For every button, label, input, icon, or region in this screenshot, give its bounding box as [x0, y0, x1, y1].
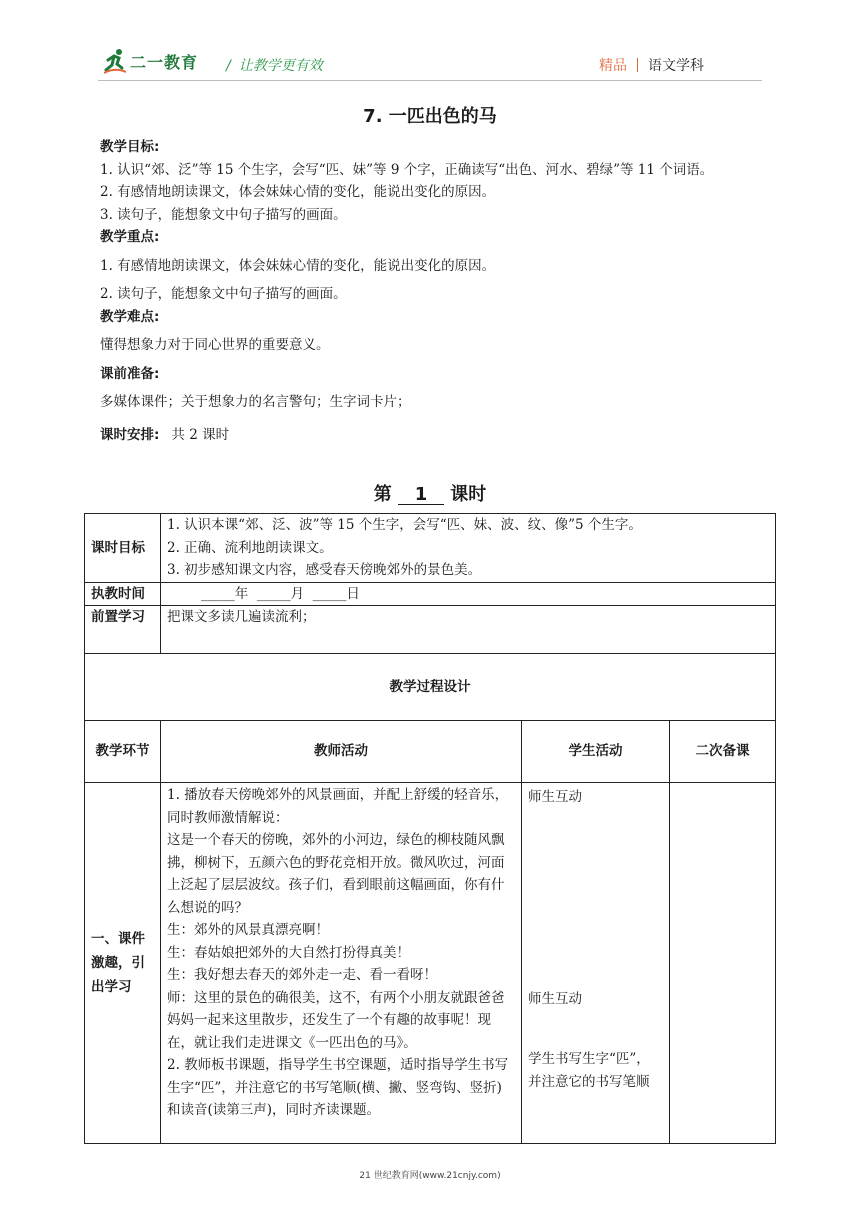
goal-item: 1. 认识本课“郊、泛、波”等 15 个生字，会写“匹、妹、波、纹、像”5 个生字。 — [167, 517, 642, 533]
subject-label: 语文学科 — [648, 58, 704, 74]
runner-icon — [104, 48, 126, 74]
schedule-label: 课时安排: — [100, 426, 160, 443]
goal-item: 1. 认识“郊、泛”等 15 个生字，会写“匹、妹”等 9 个字，正确读写“出色、河水、碧绿”等 11 个词语。 — [100, 161, 714, 178]
slogan — [226, 55, 323, 75]
col-teacher: 教师活动 — [161, 721, 522, 783]
table-row — [85, 514, 776, 583]
col-student: 学生活动 — [522, 721, 670, 783]
col-second: 二次备课 — [670, 721, 776, 783]
goal-item: 3. 初步感知课文内容，感受春天傍晚郊外的景色美。 — [167, 562, 482, 578]
student-activity — [522, 783, 670, 1144]
teacher-line: 师：这里的景色的确很美，这不，有两个小朋友就跟爸爸妈妈一起来这里散步，还发生了一个有趣的故事呢！现在，就让我们走进课文《一匹出色的马》。 — [167, 989, 505, 1051]
period-suffix: 课时 — [450, 484, 487, 505]
prep-text: 多媒体课件；关于想象力的名言警句；生字词卡片； — [100, 394, 411, 410]
slogan-slash: / — [226, 58, 231, 74]
table-row — [85, 783, 776, 1144]
teacher-line: 生：春姑娘把郊外的大自然打扮得真美！ — [167, 944, 410, 961]
student-item: 师生互动 — [528, 789, 582, 805]
goal-label: 课时目标 — [85, 514, 161, 583]
schedule-value: 共 2 课时 — [171, 426, 230, 443]
pre-label: 前置学习 — [85, 606, 161, 654]
teacher-line: 2. 教师板书课题，指导学生书空课题，适时指导学生书写生字“匹”，并注意它的书写笔顺(横、撇、竖弯钩、竖折)和读音(读第三声)，同时齐读课题。 — [167, 1057, 509, 1118]
teacher-line: 生：我好想去春天的郊外走一走、看一看呀！ — [167, 967, 437, 983]
teacher-line: 这是一个春天的傍晚，郊外的小河边，绿色的柳枝随风飘拂，柳树下，五颜六色的野花竞相开放。微风吹过，河面上泛起了层层波纹。孩子们，看到眼前这幅画面，你有什么想说的吗？ — [167, 832, 505, 916]
table-row — [85, 582, 776, 606]
prep-heading: 课前准备: — [100, 365, 160, 382]
teacher-line: 1. 播放春天傍晚郊外的风景画面，并配上舒缓的轻音乐，同时教师激情解说： — [167, 787, 509, 826]
key-item: 1. 有感情地朗读课文，体会妹妹心情的变化，能说出变化的原因。 — [100, 257, 496, 274]
table-row — [85, 606, 776, 654]
period-number: 1 — [398, 486, 444, 505]
goal-item: 2. 有感情地朗读课文，体会妹妹心情的变化，能说出变化的原因。 — [100, 184, 496, 200]
lesson-overview — [100, 136, 766, 446]
header-right — [599, 55, 704, 75]
logo-text: 二一教育 — [130, 52, 199, 72]
difficulty-text: 懂得想象力对于同心世界的重要意义。 — [100, 337, 330, 353]
header-divider — [637, 58, 638, 72]
time-label: 执教时间 — [85, 582, 161, 606]
key-heading: 教学重点: — [100, 229, 160, 245]
key-item: 2. 读句子，能想象文中句子描写的画面。 — [100, 286, 347, 302]
table-row — [85, 654, 776, 721]
header-rule — [98, 80, 762, 81]
goal-cell — [161, 514, 776, 583]
period-heading — [0, 480, 860, 506]
stage-label: 一、课件激趣，引出学习 — [85, 783, 161, 1144]
footer: 21 世纪教育网(www.21cnjy.com) — [359, 1171, 501, 1181]
col-stage: 教学环节 — [85, 721, 161, 783]
teacher-line: 生：郊外的风景真漂亮啊！ — [167, 922, 329, 938]
logo — [104, 48, 198, 74]
lesson-title: 7. 一匹出色的马 — [363, 106, 497, 127]
page-header — [0, 0, 860, 90]
goal-item: 3. 读句子，能想象文中句子描写的画面。 — [100, 206, 347, 223]
goal-item: 2. 正确、流利地朗读课文。 — [167, 539, 333, 556]
time-value: _____年 _____月 _____日 — [161, 582, 776, 606]
table-row — [85, 721, 776, 783]
pre-value: 把课文多读几遍读流利； — [161, 606, 776, 654]
slogan-text: 让教学更有效 — [238, 58, 323, 74]
second-prep-cell — [670, 783, 776, 1144]
quality-tag: 精品 — [599, 58, 627, 74]
period-prefix: 第 — [373, 484, 392, 505]
student-item: 学生书写生字“匹”，并注意它的书写笔顺 — [528, 1051, 650, 1090]
teacher-activity — [161, 783, 522, 1144]
schedule — [100, 424, 766, 447]
design-title: 教学过程设计 — [85, 654, 776, 721]
student-item: 师生互动 — [528, 991, 582, 1007]
difficulty-heading: 教学难点: — [100, 308, 160, 325]
lesson-plan-table — [84, 513, 776, 1144]
goals-heading: 教学目标: — [100, 139, 160, 155]
